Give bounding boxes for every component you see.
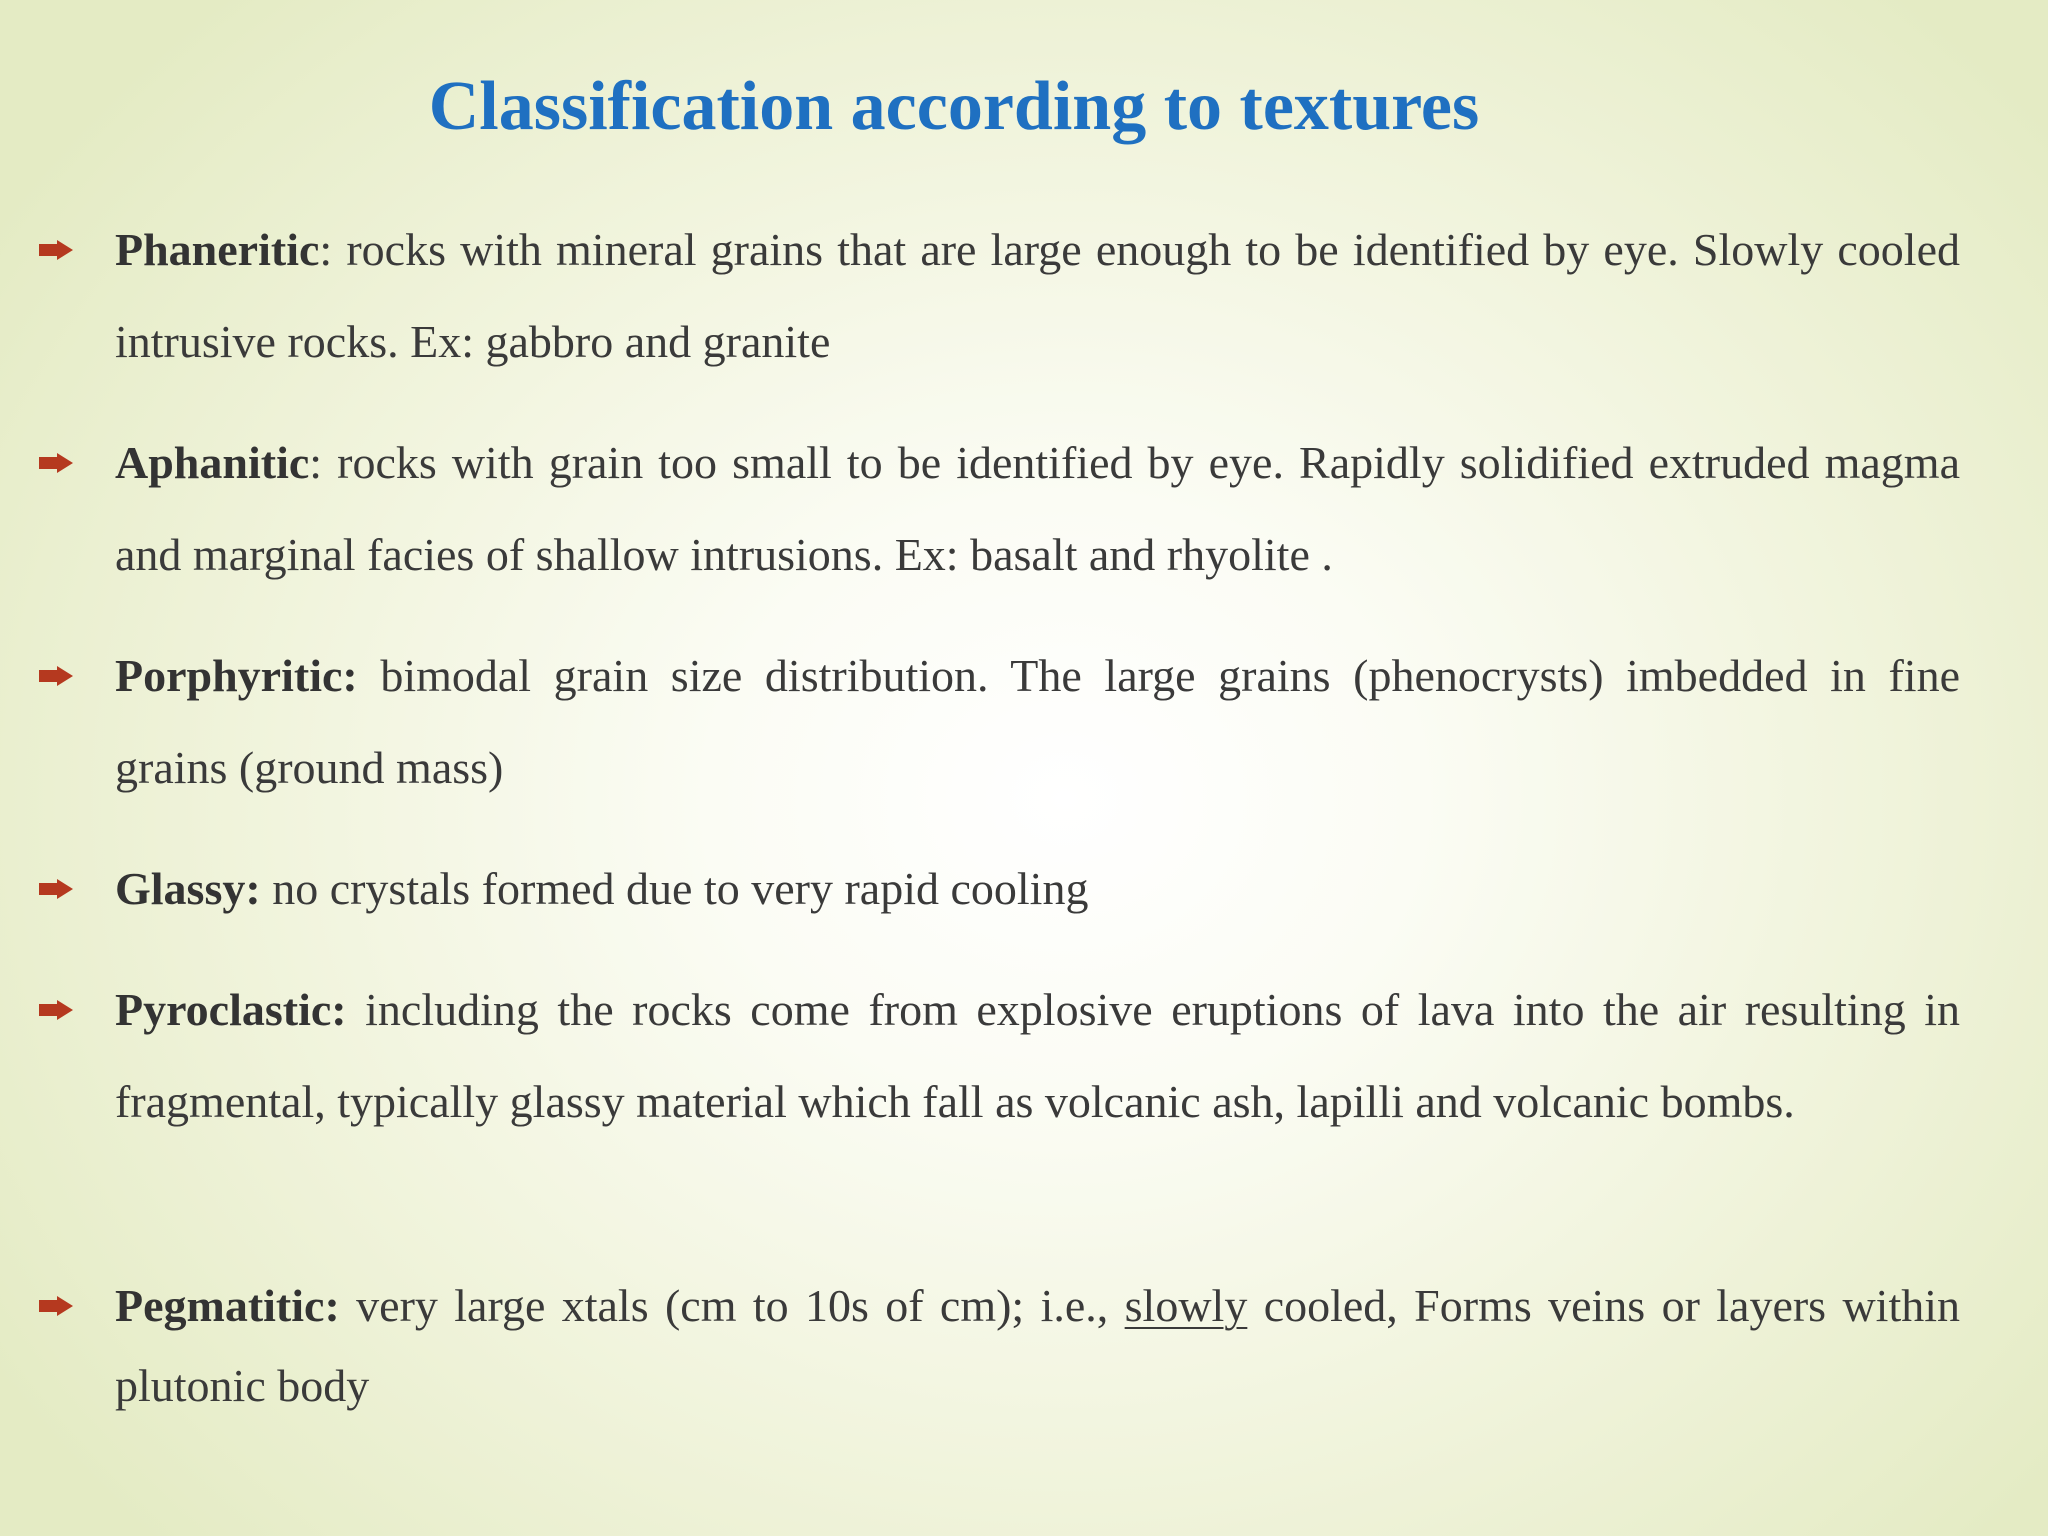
list-item-phaneritic: [115, 204, 1960, 388]
term-label: Pyroclastic:: [115, 984, 347, 1035]
term-label: Phaneritic: [115, 224, 320, 275]
arrow-bullet-icon: [39, 630, 79, 722]
term-separator: :: [309, 437, 338, 488]
term-separator: [358, 650, 381, 701]
list-item-glassy: [115, 843, 1960, 935]
list-item-pegmatitic: [115, 1266, 1960, 1426]
term-separator: [347, 984, 366, 1035]
term-label: Porphyritic:: [115, 650, 358, 701]
term-description-start: very large xtals (cm to 10s of cm); i.e.,: [356, 1280, 1125, 1331]
list-item-aphanitic: [115, 417, 1960, 601]
term-description: bimodal grain size distribution. The large grains (phenocrysts) imbedded in fine grains (ground mass): [115, 650, 1960, 793]
term-description: rocks with mineral grains that are large enough to be identified by eye. Slowly cooled intrusive rocks. Ex: gabbro and granite: [115, 224, 1960, 367]
term-separator: [261, 863, 273, 914]
term-description: rocks with grain too small to be identified by eye. Rapidly solidified extruded magma and marginal facies of shallow intrusions. Ex: basalt and rhyolite .: [115, 437, 1961, 580]
term-label: Aphanitic: [115, 437, 310, 488]
term-description: no crystals formed due to very rapid cooling: [272, 863, 1089, 914]
arrow-bullet-icon: [39, 1266, 79, 1358]
underlined-word: slowly: [1124, 1280, 1248, 1331]
term-separator: :: [319, 224, 347, 275]
arrow-bullet-icon: [39, 964, 79, 1056]
term-separator: [340, 1280, 356, 1331]
slide-title: Classification according to textures: [428, 68, 1480, 145]
term-description: including the rocks come from explosive eruptions of lava into the air resulting in fragmental, typically glassy material which fall as volcanic ash, lapilli and volcanic bombs.: [115, 984, 1960, 1127]
list-item-pyroclastic: [115, 964, 1960, 1148]
term-description-end: cooled, Forms veins or layers within plutonic body: [115, 1280, 1961, 1411]
list-item-porphyritic: [115, 630, 1960, 814]
term-label: Pegmatitic:: [115, 1280, 340, 1331]
arrow-bullet-icon: [39, 843, 79, 935]
arrow-bullet-icon: [39, 204, 79, 296]
term-label: Glassy:: [115, 863, 261, 914]
arrow-bullet-icon: [39, 417, 79, 509]
